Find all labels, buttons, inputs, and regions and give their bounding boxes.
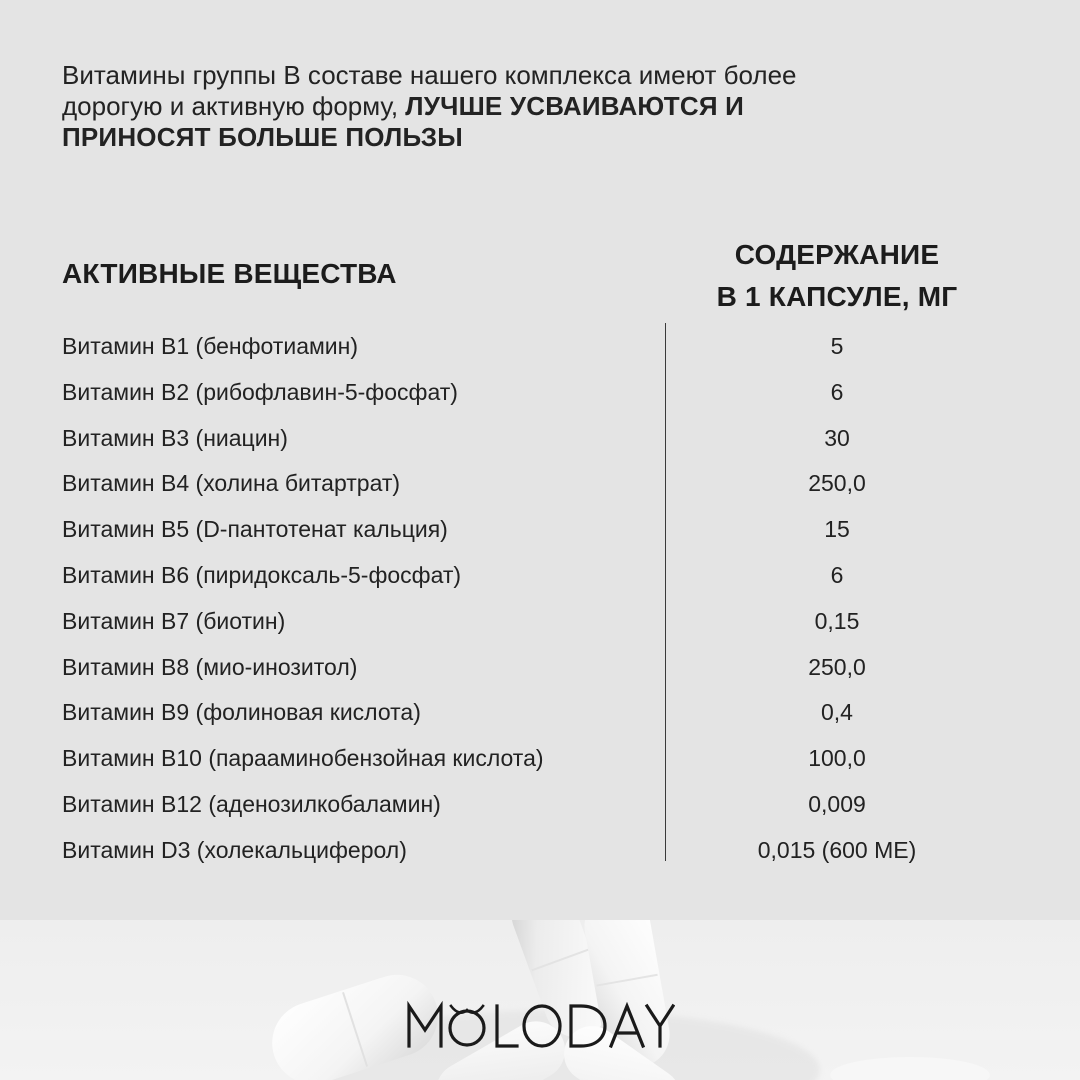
table-row [0, 736, 1080, 782]
ingredient-amount: 30 [824, 424, 850, 451]
ingredient-amount: 15 [824, 516, 850, 543]
table-row [0, 690, 1080, 736]
ingredient-amount: 0,15 [814, 607, 860, 634]
table-row [0, 599, 1080, 645]
intro-bold: ЛУЧШЕ УСВАИВАЮТСЯ И ПРИНОСЯТ БОЛЬШЕ ПОЛЬЗЫ [62, 91, 745, 152]
ingredient-amount: 5 [830, 333, 844, 359]
ingredient-name: Витамин D3 (холекальциферол) [62, 836, 407, 863]
table-row [0, 645, 1080, 691]
table-row [0, 416, 1080, 462]
table-row [0, 782, 1080, 828]
ingredient-name: Витамин B12 (аденозилкобаламин) [62, 790, 441, 817]
table-row [0, 324, 1080, 370]
ingredient-name: Витамин B9 (фолиновая кислота) [62, 699, 421, 726]
ingredient-amount: 250,0 [808, 470, 866, 497]
ingredient-amount: 100,0 [808, 745, 866, 772]
table-row [0, 553, 1080, 599]
intro-text [62, 60, 862, 153]
table-row [0, 828, 1080, 874]
ingredient-amount: 250,0 [808, 653, 866, 680]
column-header-content [690, 234, 984, 318]
ingredient-amount: 0,015 (600 МЕ) [757, 836, 917, 863]
ingredient-name: Витамин B8 (мио-инозитол) [62, 653, 358, 680]
ingredient-name: Витамин B4 (холина битартрат) [62, 470, 401, 497]
ingredient-amount: 0,4 [821, 699, 853, 726]
table-row [0, 370, 1080, 416]
table-row [0, 507, 1080, 553]
ingredients-table [0, 324, 1080, 874]
ingredient-amount: 6 [830, 378, 844, 405]
ingredient-name: Витамин B3 (ниацин) [62, 424, 288, 451]
ingredient-name: Витамин B2 (рибофлавин-5-фосфат) [62, 378, 458, 405]
column-header-content-line2: В 1 КАПСУЛЕ, МГ [716, 281, 958, 312]
moloday-logo-icon [405, 1000, 675, 1050]
column-header-content-line1: СОДЕРЖАНИЕ [734, 239, 940, 270]
ingredient-name: Витамин B5 (D-пантотенат кальция) [62, 516, 448, 543]
ingredient-name: Витамин B1 (бенфотиамин) [62, 333, 359, 359]
column-header-substances: АКТИВНЫЕ ВЕЩЕСТВА [62, 258, 397, 289]
intro-regular: Витамины группы В составе нашего комплекса имеют более дорогую и активную форму, [62, 60, 797, 121]
ingredient-amount: 6 [830, 561, 844, 588]
ingredient-name: Витамин B7 (биотин) [62, 607, 286, 634]
ingredient-name: Витамин B10 (парааминобензойная кислота) [62, 745, 544, 772]
ingredient-amount: 0,009 [808, 790, 866, 817]
ingredient-name: Витамин B6 (пиридоксаль-5-фосфат) [62, 561, 462, 588]
table-row [0, 461, 1080, 507]
brand-logo [0, 1000, 1080, 1050]
capsule-highlight [830, 1057, 990, 1080]
